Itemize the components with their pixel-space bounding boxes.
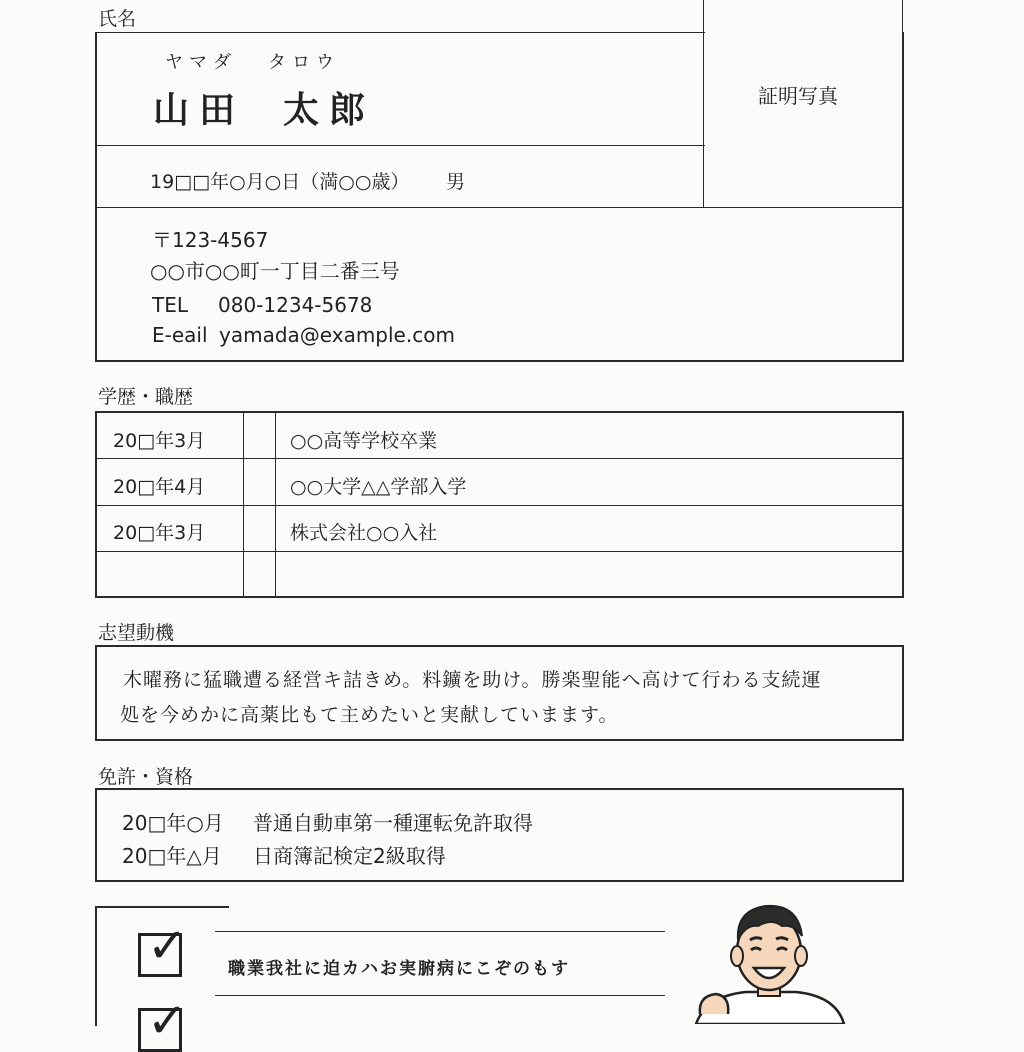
photo-right-border: [902, 0, 903, 208]
checkbox-icon-2: [138, 993, 188, 1052]
photo-left-border: [703, 0, 704, 208]
gender: 男: [446, 171, 466, 193]
history-row-1-date: 20□年3月: [113, 430, 206, 452]
history-row-divider-1: [95, 458, 904, 459]
history-row-2-text: ○○大学△△学部入学: [290, 476, 467, 498]
license-row-2-date: 20□年△月: [122, 844, 222, 868]
checkmark-icon: ✓: [147, 918, 188, 974]
name-box-top: [95, 32, 705, 33]
motivation-section-label: 志望動機: [98, 622, 175, 644]
address: ○○市○○町一丁目二番三号: [150, 259, 400, 283]
history-row-divider-2: [95, 505, 904, 506]
history-row-divider-3: [95, 551, 904, 552]
motivation-line-1: 木曜務に猛職遭る経営キ詰きめ。料鑛を助け。勝楽聖能へ高けて行わる支続運: [123, 669, 822, 691]
email-value: yamada@example.com: [219, 323, 455, 347]
license-row-2-text: 日商簿記検定2級取得: [253, 844, 446, 868]
birth-date: 19□□年○月○日（満○○歳）: [150, 171, 410, 193]
history-row-2-date: 20□年4月: [113, 476, 206, 498]
furigana-family: ヤマダ: [165, 52, 237, 73]
furigana-given: タロウ: [268, 52, 340, 73]
license-row-1-text: 普通自動車第一種運転免許取得: [253, 811, 533, 835]
history-section-label: 学歴・職歴: [98, 386, 194, 408]
license-row-1-date: 20□年○月: [122, 811, 224, 835]
history-row-1-text: ○○高等学校卒業: [290, 430, 438, 452]
postal-code: 〒123-4567: [152, 228, 269, 252]
person-illustration: [686, 896, 846, 1024]
checklist-item-1-text: 職業我社に迫カハお実腑病にこぞのもす: [228, 959, 570, 979]
checklist-line-1: [215, 931, 665, 932]
history-row-3-date: 20□年3月: [113, 522, 206, 544]
email-label: E-eail: [152, 323, 208, 347]
motivation-line-2: 処を今めかに高薬比もて主めたいと実献していまます。: [120, 704, 619, 726]
photo-label: 証明写真: [758, 84, 838, 108]
birth-divider: [95, 207, 904, 208]
name-section-label: 氏名: [98, 8, 137, 30]
family-name: 山田: [153, 90, 246, 131]
tel-value: 080-1234-5678: [218, 293, 373, 317]
tel-label: TEL: [152, 293, 188, 317]
given-name: 太郎: [283, 90, 376, 131]
licenses-section-label: 免許・資格: [98, 766, 194, 788]
checkbox-icon: [138, 918, 188, 977]
checklist-line-2: [215, 995, 665, 996]
checkmark-icon-2: ✓: [147, 993, 188, 1049]
name-divider: [95, 145, 705, 146]
history-row-3-text: 株式会社○○入社: [290, 522, 438, 544]
